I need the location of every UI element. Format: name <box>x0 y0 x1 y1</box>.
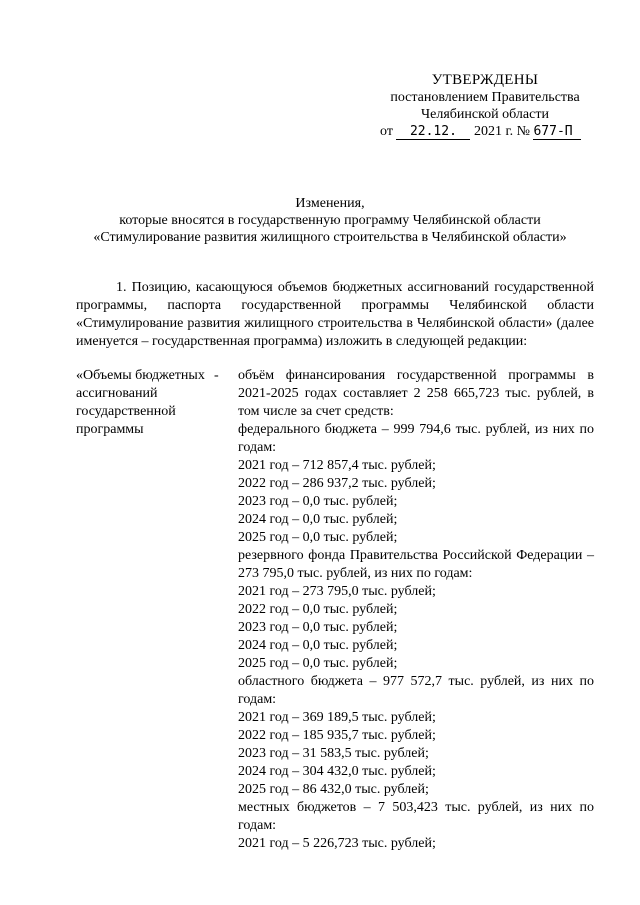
approval-stamp <box>370 72 600 140</box>
funding-line: 2021 год – 712 857,4 тыс. рублей; <box>238 458 436 473</box>
funding-line: 2023 год – 31 583,5 тыс. рублей; <box>238 746 429 761</box>
funding-line: 2025 год – 86 432,0 тыс. рублей; <box>238 782 429 797</box>
approval-date-line <box>370 123 600 140</box>
position-separator: - <box>214 368 219 383</box>
title-line-1: Изменения, <box>295 196 365 211</box>
funding-line: 2022 год – 0,0 тыс. рублей; <box>238 602 398 617</box>
funding-line: федерального бюджета – 999 794,6 тыс. рублей, из них по годам: <box>238 422 594 455</box>
funding-line: 2021 год – 273 795,0 тыс. рублей; <box>238 584 436 599</box>
funding-line: 2024 год – 0,0 тыс. рублей; <box>238 638 398 653</box>
paragraph-1: 1. Позицию, касающуюся объемов бюджетных ассигнований государственной программы, паспорта государственной программы Челябинской области «Стимулирование развития жилищного строительства в Челябинской области» (далее именуется – государственная программа) изложить в следующей редакции: <box>76 280 594 349</box>
date-value: 22.12. <box>396 125 470 140</box>
funding-line: 2023 год – 0,0 тыс. рублей; <box>238 620 398 635</box>
funding-line: 2021 год – 5 226,723 тыс. рублей; <box>238 836 436 851</box>
funding-line: областного бюджета – 977 572,7 тыс. рублей, из них по годам: <box>238 674 594 707</box>
funding-line: 2025 год – 0,0 тыс. рублей; <box>238 656 398 671</box>
funding-line: 2024 год – 0,0 тыс. рублей; <box>238 512 398 527</box>
title-line-3: «Стимулирование развития жилищного строительства в Челябинской области» <box>93 230 567 245</box>
funding-line: резервного фонда Правительства Российской Федерации – 273 795,0 тыс. рублей, из них по годам: <box>238 548 594 581</box>
funding-line: 2024 год – 304 432,0 тыс. рублей; <box>238 764 436 779</box>
title-line-2: которые вносятся в государственную программу Челябинской области <box>119 213 541 228</box>
funding-line: 2023 год – 0,0 тыс. рублей; <box>238 494 398 509</box>
approval-heading: УТВЕРЖДЕНЫ <box>431 72 539 88</box>
funding-line: объём финансирования государственной программы в 2021-2025 годах составляет 2 258 665,723 тыс. рублей, в том числе за счет средств: <box>238 368 594 419</box>
funding-line: 2021 год – 369 189,5 тыс. рублей; <box>238 710 436 725</box>
document-title <box>60 195 600 246</box>
funding-line: 2022 год – 185 935,7 тыс. рублей; <box>238 728 436 743</box>
funding-line: 2025 год – 0,0 тыс. рублей; <box>238 530 398 545</box>
date-prefix: от <box>380 124 393 139</box>
funding-line: 2022 год – 286 937,2 тыс. рублей; <box>238 476 436 491</box>
date-suffix: 2021 г. № <box>473 124 530 139</box>
approval-line-1: постановлением Правительства <box>390 90 580 105</box>
decree-number: 677-П <box>533 125 581 140</box>
funding-details <box>238 367 594 853</box>
position-label: «Объемы бюджетных ассигнований государственной программы <box>76 368 205 437</box>
approval-line-2: Челябинской области <box>421 107 549 122</box>
funding-line: местных бюджетов – 7 503,423 тыс. рублей, из них по годам: <box>238 800 594 833</box>
